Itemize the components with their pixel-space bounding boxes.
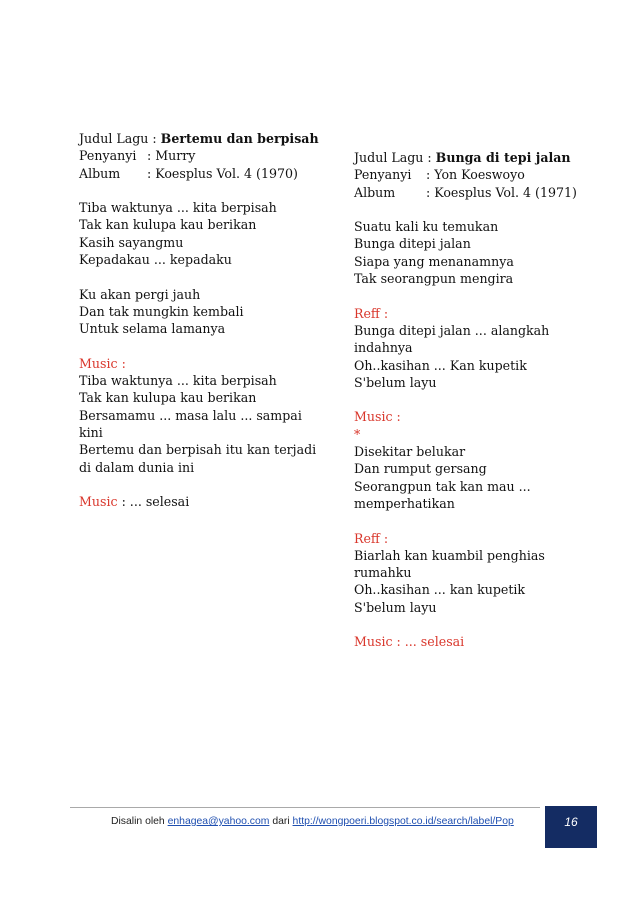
lyric-line: Siapa yang menanamnya	[354, 253, 514, 269]
ending-text: Music : ... selesai	[354, 634, 465, 650]
title-label: Judul Lagu :	[79, 131, 161, 146]
lyric-line: kini	[79, 425, 103, 441]
lyric-line: Bunga ditepi jalan	[354, 236, 471, 252]
page-number-box	[545, 806, 597, 848]
lyric-line: Tiba waktunya ... kita berpisah	[79, 373, 277, 389]
title-label: Judul Lagu :	[354, 150, 436, 165]
singer-row	[79, 147, 329, 164]
lyric-line: Dan tak mungkin kembali	[79, 303, 244, 319]
lyric-line: Oh..kasihan ... Kan kupetik	[354, 357, 527, 373]
music-label: Music	[79, 355, 118, 371]
song-title-row	[79, 130, 329, 147]
album-row	[79, 165, 329, 182]
lyric-line: Ku akan pergi jauh	[79, 286, 201, 302]
ending-text: : ... selesai	[117, 494, 190, 510]
reff-label: Reff :	[354, 530, 389, 546]
lyric-line: S'belum layu	[354, 599, 437, 615]
album-value: : Koesplus Vol. 4 (1970)	[147, 165, 298, 181]
album-row	[354, 184, 604, 201]
lyric-line: Oh..kasihan ... kan kupetik	[354, 582, 526, 598]
lyric-line: Kepadakau ... kepadaku	[79, 252, 232, 268]
lyric-line: memperhatikan	[354, 495, 455, 511]
singer-value: : Murry	[147, 148, 196, 164]
singer-label: Penyanyi	[79, 148, 137, 164]
song-right	[354, 149, 604, 651]
footer-divider	[70, 807, 540, 808]
lyric-line: Untuk selama lamanya	[79, 321, 226, 337]
lyric-line: Biarlah kan kuambil penghias	[354, 547, 545, 563]
lyric-line: indahnya	[354, 340, 413, 356]
ending-label: Music	[79, 494, 118, 510]
ending-row	[79, 493, 329, 510]
lyric-line: Tak seorangpun mengira	[354, 271, 514, 287]
lyric-line: Kasih sayangmu	[79, 234, 184, 250]
lyric-line: di dalam dunia ini	[79, 459, 195, 475]
lyric-line: S'belum layu	[354, 374, 437, 390]
music-star: *	[354, 426, 361, 442]
lyric-line: Disekitar belukar	[354, 444, 466, 460]
lyric-line: Bersamamu ... masa lalu ... sampai	[79, 407, 302, 423]
footer-url-link[interactable]: http://wongpoeri.blogspot.co.id/search/label/Pop	[292, 816, 514, 827]
song-title-row	[354, 149, 604, 166]
song-title: Bertemu dan berpisah	[160, 131, 319, 146]
singer-value: : Yon Koeswoyo	[426, 167, 525, 183]
lyric-line: Bunga ditepi jalan ... alangkah	[354, 322, 550, 338]
page-number: 16	[564, 815, 578, 829]
singer-row	[354, 166, 604, 183]
album-label: Album	[79, 165, 121, 181]
album-value: : Koesplus Vol. 4 (1971)	[426, 184, 577, 200]
song-title: Bunga di tepi jalan	[435, 150, 571, 165]
lyric-line: Tiba waktunya ... kita berpisah	[79, 200, 277, 216]
reff-label: Reff :	[354, 305, 389, 321]
footer-prefix: Disalin oleh	[111, 816, 168, 827]
music-label-row	[79, 355, 329, 372]
lyric-line: Tak kan kulupa kau berikan	[79, 217, 257, 233]
footer-credit	[111, 816, 514, 827]
footer-email-link[interactable]: enhagea@yahoo.com	[167, 816, 270, 827]
music-label: Music :	[354, 409, 401, 425]
song-left	[79, 130, 329, 511]
lyric-line: Bertemu dan berpisah itu kan terjadi	[79, 442, 317, 458]
lyric-line: Suatu kali ku temukan	[354, 219, 499, 235]
singer-label: Penyanyi	[354, 167, 412, 183]
lyric-line: Seorangpun tak kan mau ...	[354, 478, 531, 494]
lyric-line: Tak kan kulupa kau berikan	[79, 390, 257, 406]
footer-middle: dari	[269, 816, 293, 827]
album-label: Album	[354, 184, 396, 200]
lyric-line: Dan rumput gersang	[354, 461, 487, 477]
music-suffix: :	[117, 355, 126, 371]
lyric-line: rumahku	[354, 565, 412, 581]
